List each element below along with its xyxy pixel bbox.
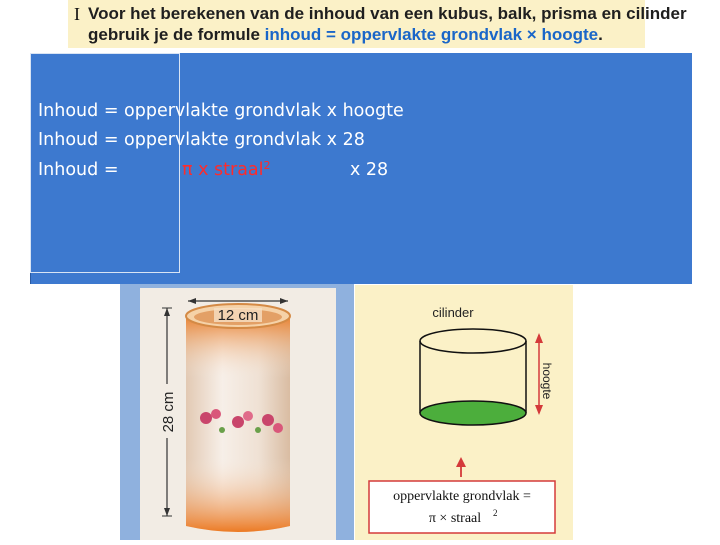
cylinder-base <box>420 401 526 425</box>
rule-line-2-suffix: . <box>598 25 603 44</box>
rule-line-2 <box>88 25 603 45</box>
vase-illustration <box>140 288 336 540</box>
diagram-title: cilinder <box>432 305 474 320</box>
diagram-height-label: hoogte <box>540 362 554 400</box>
rule-formula: inhoud = oppervlakte grondvlak × hoogte <box>264 25 599 44</box>
height-label: 28 cm <box>160 391 177 433</box>
caption-line-2: π × straal <box>428 511 482 526</box>
vase-photo <box>140 288 336 540</box>
equation-line-1: Inhoud = oppervlakte grondvlak x hoogte <box>38 101 404 121</box>
diameter-label: 12 cm <box>217 307 259 324</box>
caption-exponent: 2 <box>493 508 498 518</box>
pi-term-exponent: 2 <box>263 159 271 172</box>
cylinder-diagram <box>355 285 573 540</box>
equation-line-3-prefix: Inhoud = <box>38 160 119 180</box>
rule-line-2-prefix: gebruik je de formule <box>88 25 265 44</box>
pi-term-text: π x straal <box>182 160 264 180</box>
cylinder-top <box>420 329 526 353</box>
rule-number: I <box>74 4 80 24</box>
caption-line-1: oppervlakte grondvlak = <box>393 489 531 504</box>
cylinder-diagram-panel <box>355 285 573 540</box>
equation-pi-term <box>182 160 271 180</box>
rule-line-1: Voor het berekenen van de inhoud van een kubus, balk, prisma en cilinder <box>88 4 687 23</box>
equation-line-3-suffix: x 28 <box>350 160 389 180</box>
equation-line-2: Inhoud = oppervlakte grondvlak x 28 <box>38 130 365 150</box>
rule-box <box>68 0 687 48</box>
